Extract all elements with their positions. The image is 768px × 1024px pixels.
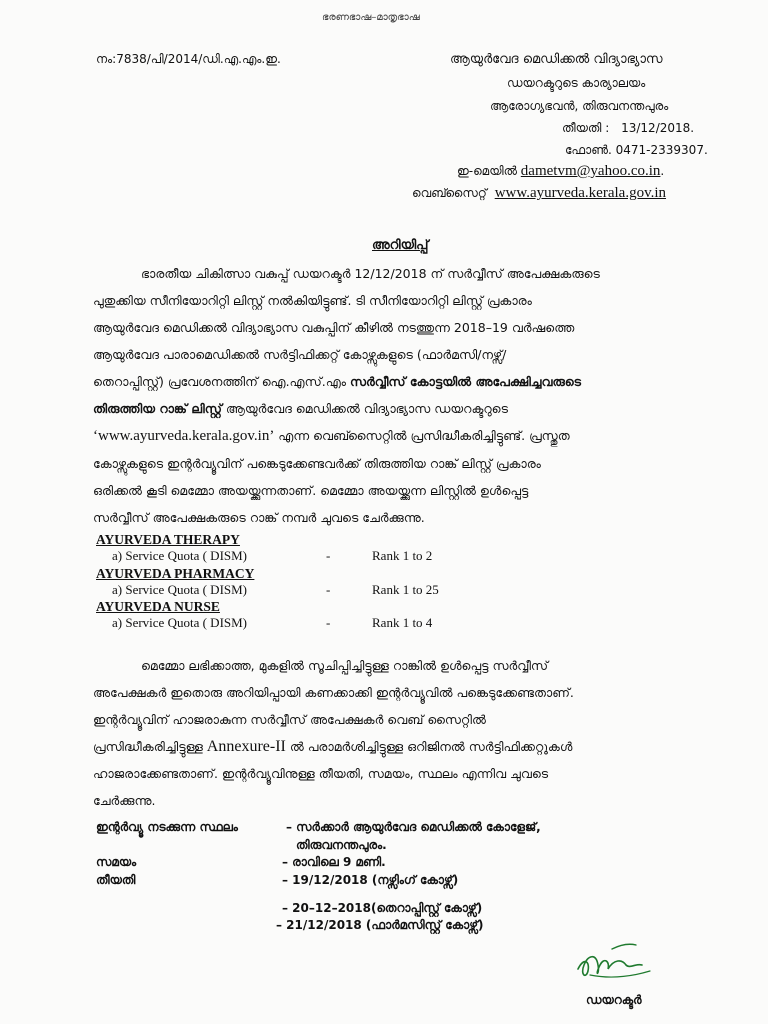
notice-title: അറിയിപ്പ് — [372, 238, 429, 253]
office-website-row — [412, 185, 666, 202]
website-label: വെബ്സൈറ്റ് — [412, 186, 487, 200]
para1-line6-bold: തിരുത്തിയ റാങ്ക് ലിസ്റ്റ് — [93, 401, 222, 416]
para1-line: സർവ്വീസ് അപേക്ഷകരുടെ റാങ്ക് നമ്പർ ചുവടെ ചേർക്കുന്നു. — [93, 510, 425, 525]
para2-line: അപേക്ഷകർ ഇതൊരു അറിയിപ്പായി കണക്കാക്കി ഇന്റർവ്യൂവിൽ പങ്കെടുക്കേണ്ടതാണ്. — [93, 685, 574, 700]
quota-line-therapy: a) Service Quota ( DISM) — [112, 548, 248, 563]
para1-line5-bold: സർവ്വീസ് കോട്ടയിൽ അപേക്ഷിച്ചവരുടെ — [349, 374, 582, 389]
quota-dash: - — [326, 548, 331, 563]
director-signature — [570, 935, 680, 985]
quota-rank-nurse: Rank 1 to 4 — [372, 615, 433, 630]
quota-dash: - — [326, 582, 331, 597]
signatory-title: ഡയറക്ടർ — [586, 993, 642, 1007]
para2-line — [93, 733, 715, 760]
time-label: സമയം — [96, 855, 137, 869]
notice-paragraph-2 — [93, 652, 715, 814]
date-label: തീയതി — [96, 873, 136, 887]
para1-line: ഭാരതീയ ചികിത്സാ വകുപ്പ് ഡയറക്ടർ 12/12/2018 ന് സർവ്വീസ് അപേക്ഷകരുടെ — [141, 266, 600, 281]
quota-heading-pharmacy: AYURVEDA PHARMACY — [96, 566, 255, 581]
para1-line — [93, 395, 715, 422]
para1-line: കോഴ്സുകളുടെ ഇന്റർവ്യൂവിന് പങ്കെടുക്കേണ്ടവർക്ക് തിരുത്തിയ റാങ്ക് ലിസ്റ്റ് പ്രകാരം — [93, 456, 541, 471]
para1-line5-text: തെറാപ്പിസ്റ്റ്) പ്രവേശനത്തിന് ഐ.എസ്.എം — [93, 374, 350, 389]
para1-line: ആയുർവേദ മെഡിക്കൽ വിദ്യാഭ്യാസ വകുപ്പിന് കീഴിൽ നടത്തുന്ന 2018–19 വർഷത്തെ — [93, 320, 575, 335]
email-end: . — [660, 164, 665, 178]
quota-dash: - — [326, 615, 331, 630]
office-line-2: ഡയറക്ടറുടെ കാര്യാലയം — [507, 76, 646, 90]
para2-line4-end: ൽ പരാമർശിച്ചിട്ടുള്ള ഒറിജിനൽ സർട്ടിഫിക്കറ്റുകൾ — [285, 739, 573, 754]
venue-city: തിരുവനന്തപുരം. — [296, 838, 387, 852]
office-date — [562, 121, 694, 136]
para2-line: മെമ്മോ ലഭിക്കാത്ത, മുകളിൽ സൂചിപ്പിച്ചിട്ടുള്ള റാങ്കിൽ ഉൾപ്പെട്ട സർവ്വീസ് — [141, 658, 549, 673]
interview-date-3: – 21/12/2018 (ഫാർമസിസ്റ്റ് കോഴ്സ്) — [276, 918, 484, 932]
para1-line: ആയുർവേദ പാരാമെഡിക്കൽ സർട്ടിഫിക്കറ്റ് കോഴ്സുകളുടെ (ഫാർമസി/നഴ്സ്/ — [93, 347, 507, 362]
para2-line: ചേർക്കുന്നു. — [93, 793, 156, 808]
email-label: ഇ-മെയിൽ — [457, 164, 517, 178]
para1-line: പുതുക്കിയ സീനിയോറിറ്റി ലിസ്റ്റ് നൽകിയിട്ടുണ്ട്. ടി സീനിയോറിറ്റി ലിസ്റ്റ് പ്രകാരം — [93, 293, 532, 308]
quota-rank-therapy: Rank 1 to 2 — [372, 548, 433, 563]
interview-date-1: – 19/12/2018 (നഴ്സിംഗ് കോഴ്സ്) — [282, 873, 459, 887]
para1-line7-text: എന്ന വെബ്സൈറ്റിൽ പ്രസിദ്ധീകരിച്ചിട്ടുണ്ട്. പ്രസ്തുത — [274, 428, 570, 443]
email-link[interactable]: dametvm@yahoo.co.in — [520, 163, 661, 179]
header-tagline: ഭരണഭാഷ–മാതൃഭാഷ — [322, 12, 420, 23]
para2-line: ഹാജരാക്കേണ്ടതാണ്. ഇന്റർവ്യൂവിനുള്ള തീയതി, സമയം, സ്ഥലം എന്നിവ ചുവടെ — [93, 766, 549, 781]
office-phone: ഫോൺ. 0471-2339307. — [565, 143, 708, 157]
annexure-reference: Annexure-II — [206, 738, 286, 755]
interview-date-2: – 20–12–2018(തെറാപ്പിസ്റ്റ് കോഴ്സ്) — [282, 901, 483, 915]
quota-line-nurse: a) Service Quota ( DISM) — [112, 615, 248, 630]
office-email-row — [457, 163, 664, 180]
date-value: 13/12/2018. — [621, 121, 695, 135]
office-line-1: ആയുർവേദ മെഡിക്കൽ വിദ്യാഭ്യാസ — [450, 52, 663, 67]
venue-label: ഇന്റർവ്യൂ നടക്കുന്ന സ്ഥലം — [96, 820, 238, 834]
para2-line: ഇന്റർവ്യൂവിന് ഹാജരാകുന്ന സർവ്വീസ് അപേക്ഷകർ വെബ് സൈറ്റിൽ — [93, 712, 486, 727]
office-line-3: ആരോഗ്യഭവൻ, തിരുവനന്തപുരം — [490, 99, 669, 113]
quota-heading-nurse: AYURVEDA NURSE — [96, 599, 220, 614]
quota-line-pharmacy: a) Service Quota ( DISM) — [112, 582, 248, 597]
date-label: തീയതി : — [562, 121, 610, 135]
para1-line — [93, 422, 715, 450]
quota-heading-therapy: AYURVEDA THERAPY — [96, 532, 240, 547]
time-value: – രാവിലെ 9 മണി. — [282, 855, 386, 869]
para1-line6-text: ആയുർവേദ മെഡിക്കൽ വിദ്യാഭ്യാസ ഡയറക്ടറുടെ — [221, 401, 508, 416]
para2-line4-text: പ്രസിദ്ധീകരിച്ചിട്ടുള്ള — [93, 739, 207, 754]
notice-paragraph-1 — [93, 260, 715, 531]
para1-line — [93, 368, 715, 395]
website-link[interactable]: www.ayurveda.kerala.gov.in — [494, 185, 667, 201]
para1-website: ‘www.ayurveda.kerala.gov.in’ — [93, 428, 275, 444]
reference-number: നം:7838/പി/2014/ഡി.എ.എം.ഇ. — [96, 52, 281, 66]
quota-rank-pharmacy: Rank 1 to 25 — [372, 582, 439, 597]
para1-line: ഒരിക്കൽ കൂടി മെമ്മോ അയയ്ക്കുന്നതാണ്. മെമ്മോ അയയ്ക്കുന്ന ലിസ്റ്റിൽ ഉൾപ്പെട്ട — [93, 483, 529, 498]
venue-value: – സർക്കാർ ആയുർവേദ മെഡിക്കൽ കോളേജ്, — [286, 820, 541, 834]
